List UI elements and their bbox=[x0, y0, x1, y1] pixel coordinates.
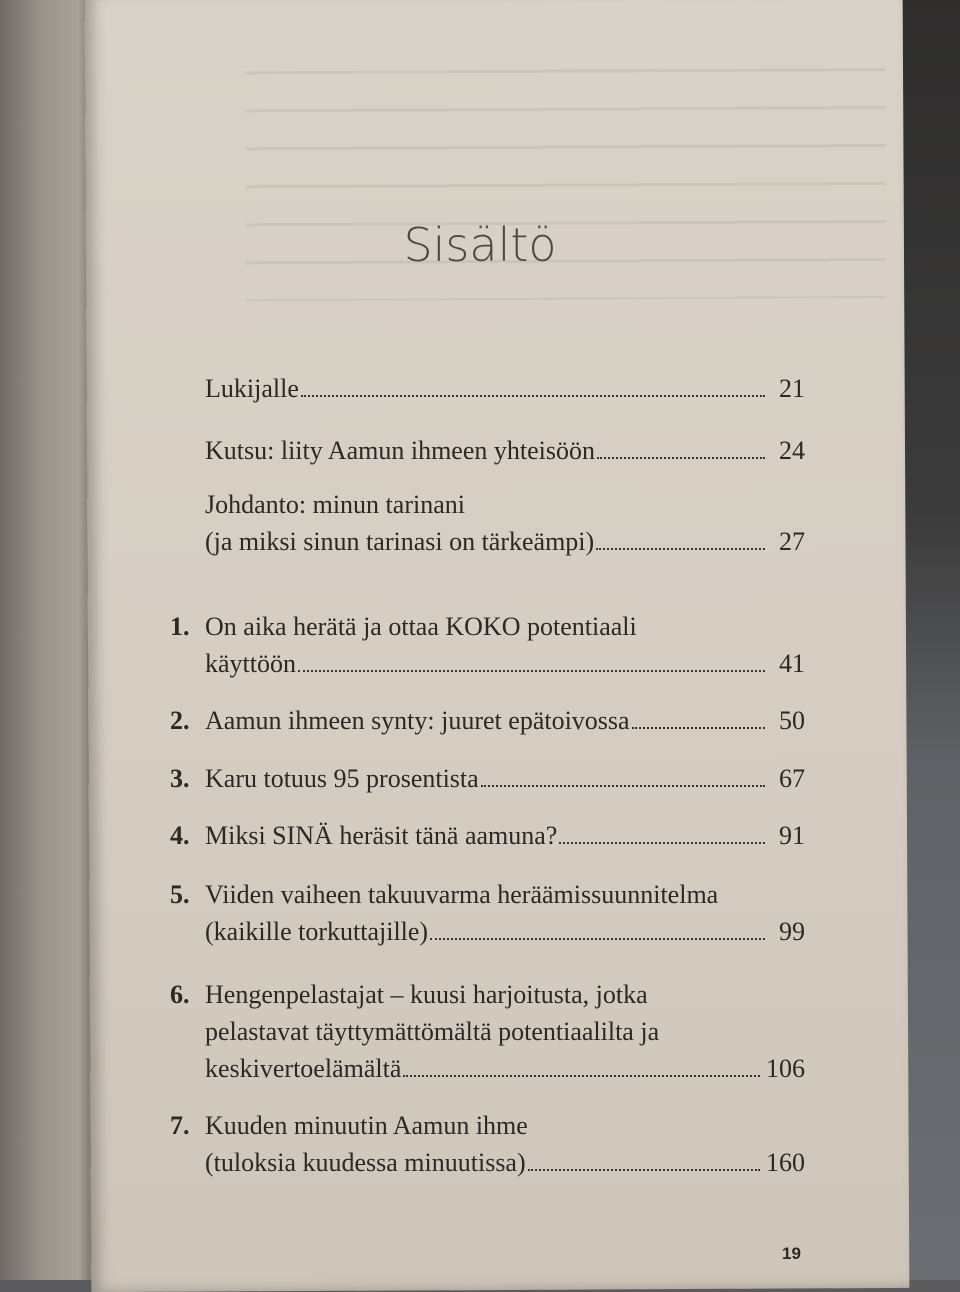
chapter-number: 6. bbox=[170, 980, 190, 1009]
chapter-number: 3. bbox=[170, 764, 190, 793]
entry-page-number: 21 bbox=[779, 374, 805, 403]
page-title: Sisältö bbox=[403, 218, 557, 272]
page-number: 19 bbox=[782, 1244, 801, 1263]
entry-title-line: pelastavat täyttymättömältä potentiaalilta ja bbox=[205, 1017, 660, 1046]
entry-title-line: Miksi SINÄ heräsit tänä aamuna? bbox=[205, 821, 558, 850]
chapter-number: 2. bbox=[170, 706, 190, 735]
entry-page-number: 24 bbox=[779, 436, 805, 465]
toc-entry[interactable] bbox=[160, 608, 805, 682]
dot-leader bbox=[596, 548, 765, 550]
dot-leader bbox=[298, 670, 765, 672]
entry-title-line: Karu totuus 95 prosentista bbox=[205, 764, 479, 793]
entry-page-number: 67 bbox=[779, 764, 805, 793]
entry-page-number: 50 bbox=[779, 706, 805, 735]
entry-title-line: käyttöön bbox=[205, 649, 296, 678]
toc-entry[interactable] bbox=[160, 1107, 805, 1181]
entry-title-line: Johdanto: minun tarinani bbox=[205, 490, 465, 519]
entry-title-line: keskivertoelämältä bbox=[205, 1054, 402, 1083]
entry-title-line: Viiden vaiheen takuuvarma heräämissuunnitelma bbox=[205, 880, 719, 909]
entry-title-line: On aika herätä ja ottaa KOKO potentiaali bbox=[205, 612, 637, 641]
dot-leader bbox=[481, 785, 765, 787]
toc-entry[interactable] bbox=[160, 702, 805, 739]
entry-title-line: (tuloksia kuudessa minuutissa) bbox=[205, 1148, 526, 1177]
chapter-number: 7. bbox=[170, 1111, 190, 1140]
entry-title-line: Kuuden minuutin Aamun ihme bbox=[205, 1111, 528, 1140]
entry-page-number: 91 bbox=[779, 821, 805, 850]
entry-page-number: 99 bbox=[779, 917, 805, 946]
toc-entry[interactable] bbox=[160, 876, 805, 950]
entry-page-number: 41 bbox=[779, 649, 805, 678]
entry-page-number: 106 bbox=[766, 1054, 805, 1083]
toc-entry[interactable] bbox=[160, 370, 805, 407]
toc-entry[interactable] bbox=[160, 817, 805, 854]
toc-entry[interactable] bbox=[160, 760, 805, 797]
facing-page-edge bbox=[0, 0, 92, 1280]
dot-leader bbox=[528, 1169, 760, 1171]
toc-entry[interactable] bbox=[160, 976, 805, 1087]
dot-leader bbox=[301, 395, 765, 397]
entry-title-line: (ja miksi sinun tarinasi on tärkeämpi) bbox=[205, 527, 595, 556]
entry-page-number: 160 bbox=[766, 1148, 805, 1177]
chapter-number: 1. bbox=[170, 612, 190, 641]
entry-title-line: Hengenpelastajat – kuusi harjoitusta, jotka bbox=[205, 980, 648, 1009]
entry-title-line: Lukijalle bbox=[205, 374, 299, 403]
entry-page-number: 27 bbox=[779, 527, 805, 556]
dot-leader bbox=[430, 938, 765, 940]
dot-leader bbox=[403, 1075, 760, 1077]
chapter-number: 5. bbox=[170, 880, 190, 909]
toc-entry[interactable] bbox=[160, 432, 805, 469]
entry-title-line: (kaikille torkuttajille) bbox=[205, 917, 429, 946]
dot-leader bbox=[632, 727, 765, 729]
entry-title-line: Aamun ihmeen synty: juuret epätoivossa bbox=[205, 706, 630, 735]
dot-leader bbox=[559, 842, 765, 844]
dot-leader bbox=[597, 457, 765, 459]
chapter-number: 4. bbox=[170, 821, 190, 850]
toc-entry[interactable] bbox=[160, 486, 805, 560]
entry-title-line: Kutsu: liity Aamun ihmeen yhteisöön bbox=[205, 436, 595, 465]
